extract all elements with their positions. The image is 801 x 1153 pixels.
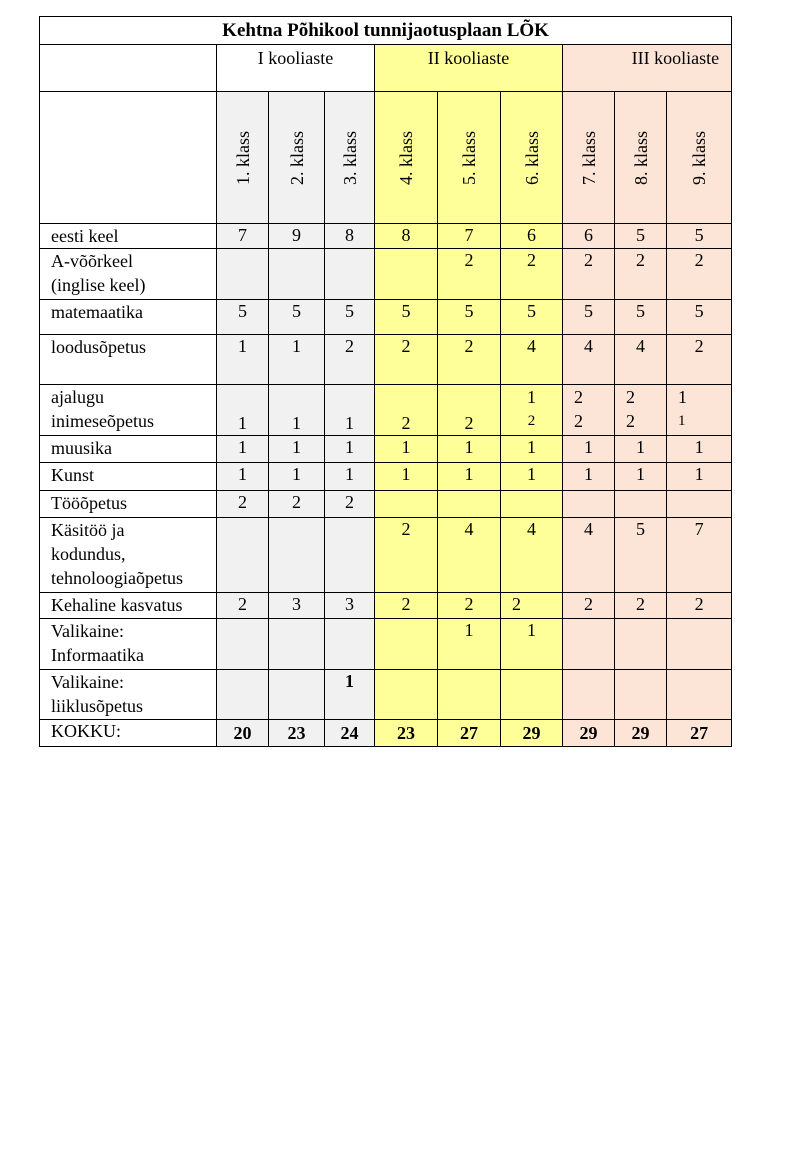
hours-value-ajalugu: 2 — [626, 387, 635, 407]
hours-cell — [217, 224, 269, 249]
hours-cell — [217, 249, 269, 300]
hours-cell — [563, 385, 615, 436]
subject-cell — [40, 593, 217, 619]
table-row — [40, 335, 732, 385]
hours-value: 2 — [464, 594, 474, 614]
hours-value: 4 — [584, 336, 593, 356]
hours-cell — [615, 491, 667, 518]
hours-value: 1 — [401, 437, 411, 457]
hours-value-inimeseopetus: 1 — [345, 413, 354, 433]
hours-value: 5 — [527, 301, 536, 321]
class-header-label: 5. klass — [459, 130, 479, 185]
total-label: KOKKU: — [40, 720, 217, 747]
hours-cell — [501, 491, 563, 518]
subject-name: (inglise keel) — [51, 275, 146, 295]
hours-value: 2 — [584, 250, 593, 270]
class-header-4 — [375, 92, 438, 224]
hours-value: 2 — [238, 594, 247, 614]
hours-value: 1 — [694, 437, 704, 457]
hours-value: 2 — [292, 492, 301, 512]
hours-cell — [667, 491, 732, 518]
class-header-label: 3. klass — [339, 130, 360, 185]
hours-value: 5 — [584, 301, 593, 321]
hours-cell — [501, 249, 563, 300]
hours-value: 4 — [636, 336, 645, 356]
hours-value: 2 — [694, 594, 704, 614]
hours-cell — [667, 300, 732, 335]
hours-cell — [501, 670, 563, 720]
hours-cell — [269, 385, 325, 436]
table-row — [40, 491, 732, 518]
hours-value: 2 — [401, 519, 411, 539]
hours-cell — [375, 463, 438, 491]
hours-value: 7 — [694, 519, 704, 539]
subject-name: liiklusõpetus — [51, 696, 144, 716]
hours-value: 3 — [345, 594, 354, 614]
hours-cell — [217, 593, 269, 619]
hours-cell — [375, 249, 438, 300]
class-header-label: 6. klass — [521, 130, 542, 185]
hours-cell — [269, 593, 325, 619]
hours-value-ajalugu — [438, 387, 500, 411]
hours-value: 2 — [636, 250, 645, 270]
hours-value: 1 — [464, 437, 474, 457]
hours-cell — [217, 335, 269, 385]
hours-value-inimeseopetus: 2 — [401, 413, 411, 433]
hours-cell — [325, 300, 375, 335]
hours-cell — [667, 249, 732, 300]
class-header-blank — [40, 92, 217, 224]
hours-cell — [501, 335, 563, 385]
hours-cell — [563, 249, 615, 300]
hours-cell — [438, 593, 501, 619]
table-row — [40, 619, 732, 670]
hours-cell — [501, 224, 563, 249]
hours-value: 1 — [345, 671, 354, 691]
hours-cell — [615, 300, 667, 335]
total-value: 23 — [375, 720, 438, 747]
hours-cell — [667, 670, 732, 720]
hours-cell — [615, 335, 667, 385]
hours-cell — [375, 436, 438, 463]
hours-value: 5 — [464, 301, 474, 321]
hours-cell — [667, 436, 732, 463]
hours-value-ajalugu — [217, 387, 268, 411]
hours-value: 2 — [584, 594, 593, 614]
hours-value: 1 — [527, 620, 536, 640]
hours-cell — [615, 224, 667, 249]
hours-value: 7 — [464, 225, 474, 245]
total-row — [40, 720, 732, 747]
subject-cell — [40, 619, 217, 670]
hours-cell — [563, 491, 615, 518]
class-header-1 — [217, 92, 269, 224]
hours-cell — [501, 300, 563, 335]
hours-value-inimeseopetus: 2 — [464, 413, 474, 433]
subject-name: Informaatika — [51, 645, 144, 665]
hours-cell — [375, 518, 438, 593]
hours-cell — [615, 518, 667, 593]
hours-cell — [375, 491, 438, 518]
hours-cell — [325, 593, 375, 619]
hours-cell — [325, 335, 375, 385]
hours-value: 1 — [527, 437, 536, 457]
hours-cell — [438, 619, 501, 670]
hours-value: 7 — [238, 225, 247, 245]
subject-name: Kehaline kasvatus — [51, 595, 183, 615]
hours-value: 4 — [527, 519, 536, 539]
subject-name: Valikaine: — [51, 621, 124, 641]
hours-value: 2 — [464, 336, 474, 356]
hours-value-inimeseopetus: 1 — [678, 413, 686, 429]
hours-cell — [375, 385, 438, 436]
hours-cell — [667, 518, 732, 593]
hours-cell — [325, 619, 375, 670]
hours-cell — [438, 300, 501, 335]
hours-cell — [217, 518, 269, 593]
hours-value: 2 — [694, 250, 704, 270]
total-value: 23 — [269, 720, 325, 747]
hours-cell — [375, 224, 438, 249]
hours-cell — [501, 436, 563, 463]
hours-cell — [217, 300, 269, 335]
hours-cell — [325, 670, 375, 720]
hours-cell — [563, 436, 615, 463]
subject-name: muusika — [51, 438, 112, 458]
hours-value: 3 — [292, 594, 301, 614]
hours-cell — [217, 670, 269, 720]
hours-value: 5 — [636, 519, 645, 539]
hours-value-ajalugu: 2 — [574, 387, 583, 407]
hours-value: 1 — [636, 437, 645, 457]
class-header-label: 2. klass — [286, 130, 307, 185]
hours-value-ajalugu: 1 — [678, 387, 687, 407]
table-row — [40, 463, 732, 491]
hours-value: 1 — [292, 437, 301, 457]
hours-value: 5 — [636, 225, 645, 245]
subject-cell — [40, 385, 217, 436]
hours-cell — [325, 436, 375, 463]
subject-cell — [40, 224, 217, 249]
hours-value: 5 — [694, 301, 704, 321]
hours-value: 2 — [401, 594, 411, 614]
table-title: Kehtna Põhikool tunnijaotusplaan LÕK — [40, 17, 732, 45]
hours-cell — [269, 670, 325, 720]
hours-value: 5 — [694, 225, 704, 245]
hours-value: 9 — [292, 225, 301, 245]
hours-cell — [325, 385, 375, 436]
hours-value: 1 — [464, 620, 474, 640]
subject-cell — [40, 300, 217, 335]
hours-cell — [563, 518, 615, 593]
class-header-3 — [325, 92, 375, 224]
hours-value: 2 — [345, 336, 354, 356]
hours-value-ajalugu — [375, 387, 437, 411]
class-header-label: 1. klass — [232, 130, 253, 185]
hours-cell — [438, 249, 501, 300]
hours-cell — [269, 491, 325, 518]
subject-name: Tööõpetus — [51, 493, 127, 513]
hours-cell — [615, 463, 667, 491]
hours-cell — [438, 335, 501, 385]
hours-value-inimeseopetus: 1 — [238, 413, 247, 433]
hours-cell — [269, 335, 325, 385]
hours-cell — [438, 224, 501, 249]
hours-value: 2 — [464, 250, 474, 270]
hours-cell — [217, 436, 269, 463]
hours-cell — [615, 619, 667, 670]
hours-value: 2 — [527, 250, 536, 270]
class-header-7 — [563, 92, 615, 224]
hours-cell — [269, 463, 325, 491]
subject-cell — [40, 670, 217, 720]
hours-value-inimeseopetus: 1 — [292, 413, 301, 433]
class-header-6 — [501, 92, 563, 224]
class-header-label: 9. klass — [689, 130, 710, 185]
subject-cell — [40, 249, 217, 300]
hours-cell — [438, 518, 501, 593]
total-value: 27 — [438, 720, 501, 747]
table-row — [40, 593, 732, 619]
subject-name: Käsitöö ja — [51, 520, 125, 540]
hours-value: 8 — [345, 225, 354, 245]
hours-value: 2 — [636, 594, 645, 614]
hours-cell — [217, 385, 269, 436]
subject-name: kodundus, — [51, 544, 126, 564]
stage-header-2: II kooliaste — [375, 45, 563, 92]
hours-cell — [438, 491, 501, 518]
hours-cell — [325, 249, 375, 300]
hours-value: 5 — [238, 301, 247, 321]
table-row — [40, 670, 732, 720]
stage-header-1: I kooliaste — [217, 45, 375, 92]
hours-value: 1 — [345, 437, 354, 457]
hours-value: 6 — [584, 225, 593, 245]
hours-cell — [563, 593, 615, 619]
hours-cell — [269, 619, 325, 670]
subject-cell — [40, 335, 217, 385]
hours-value: 2 — [512, 594, 521, 614]
table-row — [40, 249, 732, 300]
hours-cell — [501, 518, 563, 593]
subject-name: eesti keel — [51, 226, 119, 246]
hours-value: 1 — [636, 464, 645, 484]
hours-cell — [563, 224, 615, 249]
hours-cell — [615, 249, 667, 300]
hours-value: 5 — [292, 301, 301, 321]
hours-value: 1 — [694, 464, 704, 484]
hours-cell — [667, 385, 732, 436]
class-header-5 — [438, 92, 501, 224]
hours-cell — [667, 619, 732, 670]
hours-value: 1 — [292, 336, 301, 356]
hours-value: 1 — [464, 464, 474, 484]
hours-cell — [615, 385, 667, 436]
hours-cell — [501, 619, 563, 670]
hours-value: 2 — [345, 492, 354, 512]
hours-value: 4 — [464, 519, 474, 539]
subject-cell — [40, 518, 217, 593]
subject-cell — [40, 463, 217, 491]
hours-cell — [375, 619, 438, 670]
hours-value: 5 — [636, 301, 645, 321]
subject-name: inimeseõpetus — [51, 411, 154, 431]
hours-value: 2 — [694, 336, 704, 356]
hours-cell — [667, 335, 732, 385]
hours-value: 5 — [401, 301, 411, 321]
class-header-label: 8. klass — [630, 130, 651, 185]
table-row — [40, 518, 732, 593]
hours-value: 6 — [527, 225, 536, 245]
class-header-2 — [269, 92, 325, 224]
hours-cell — [269, 436, 325, 463]
hours-cell — [438, 670, 501, 720]
hours-value: 1 — [345, 464, 354, 484]
hours-value: 4 — [584, 519, 593, 539]
hours-value-ajalugu — [269, 387, 324, 411]
hours-cell — [501, 593, 563, 619]
hours-value: 2 — [401, 336, 411, 356]
hours-cell — [501, 463, 563, 491]
hours-cell — [563, 335, 615, 385]
subject-name: Valikaine: — [51, 672, 124, 692]
class-header-label: 4. klass — [396, 130, 416, 185]
hours-cell — [269, 300, 325, 335]
hours-cell — [269, 518, 325, 593]
hours-value: 1 — [292, 464, 301, 484]
hours-cell — [375, 300, 438, 335]
hours-cell — [615, 436, 667, 463]
table-row — [40, 300, 732, 335]
class-header-label: 7. klass — [578, 130, 599, 185]
hours-value: 1 — [401, 464, 411, 484]
hours-value-ajalugu: 1 — [527, 387, 536, 407]
hours-cell — [615, 670, 667, 720]
hours-value: 1 — [527, 464, 536, 484]
hours-cell — [563, 463, 615, 491]
hours-value: 1 — [238, 464, 247, 484]
total-value: 29 — [563, 720, 615, 747]
table-row — [40, 224, 732, 249]
hours-cell — [615, 593, 667, 619]
hours-cell — [563, 619, 615, 670]
total-value: 24 — [325, 720, 375, 747]
hours-value: 4 — [527, 336, 536, 356]
total-value: 29 — [615, 720, 667, 747]
hours-cell — [217, 463, 269, 491]
hours-cell — [375, 335, 438, 385]
table-row — [40, 436, 732, 463]
subject-name: tehnoloogiaõpetus — [51, 568, 183, 588]
hours-cell — [325, 224, 375, 249]
total-value: 27 — [667, 720, 732, 747]
class-header-8 — [615, 92, 667, 224]
hours-cell — [667, 593, 732, 619]
hours-cell — [667, 463, 732, 491]
hours-cell — [667, 224, 732, 249]
hours-value-inimeseopetus: 2 — [527, 413, 536, 429]
hours-cell — [438, 385, 501, 436]
hours-value: 1 — [584, 437, 593, 457]
subject-name: ajalugu — [51, 387, 104, 407]
class-header-9 — [667, 92, 732, 224]
hours-value: 8 — [401, 225, 411, 245]
hours-value-inimeseopetus: 2 — [574, 411, 583, 431]
curriculum-table — [39, 16, 732, 747]
hours-cell — [217, 619, 269, 670]
subject-name: A-võõrkeel — [51, 251, 133, 271]
hours-cell — [269, 224, 325, 249]
hours-cell — [563, 670, 615, 720]
hours-cell — [501, 385, 563, 436]
table-row — [40, 385, 732, 436]
hours-value: 5 — [345, 301, 354, 321]
hours-cell — [438, 436, 501, 463]
total-value: 20 — [217, 720, 269, 747]
subject-name: matemaatika — [51, 302, 143, 322]
total-value: 29 — [501, 720, 563, 747]
hours-cell — [375, 593, 438, 619]
hours-value: 1 — [238, 336, 247, 356]
hours-cell — [269, 249, 325, 300]
hours-cell — [325, 491, 375, 518]
hours-cell — [563, 300, 615, 335]
subject-cell — [40, 436, 217, 463]
hours-value: 2 — [238, 492, 247, 512]
hours-value: 1 — [584, 464, 593, 484]
hours-value-inimeseopetus: 2 — [626, 411, 635, 431]
hours-cell — [325, 518, 375, 593]
stage-header-3: III kooliaste — [563, 45, 732, 92]
stage-header-blank — [40, 45, 217, 92]
subject-name: loodusõpetus — [51, 337, 147, 357]
hours-cell — [325, 463, 375, 491]
hours-cell — [438, 463, 501, 491]
hours-value: 1 — [238, 437, 247, 457]
subject-name: Kunst — [51, 465, 95, 485]
hours-cell — [217, 491, 269, 518]
hours-cell — [375, 670, 438, 720]
hours-value-ajalugu — [325, 387, 374, 411]
subject-cell — [40, 491, 217, 518]
